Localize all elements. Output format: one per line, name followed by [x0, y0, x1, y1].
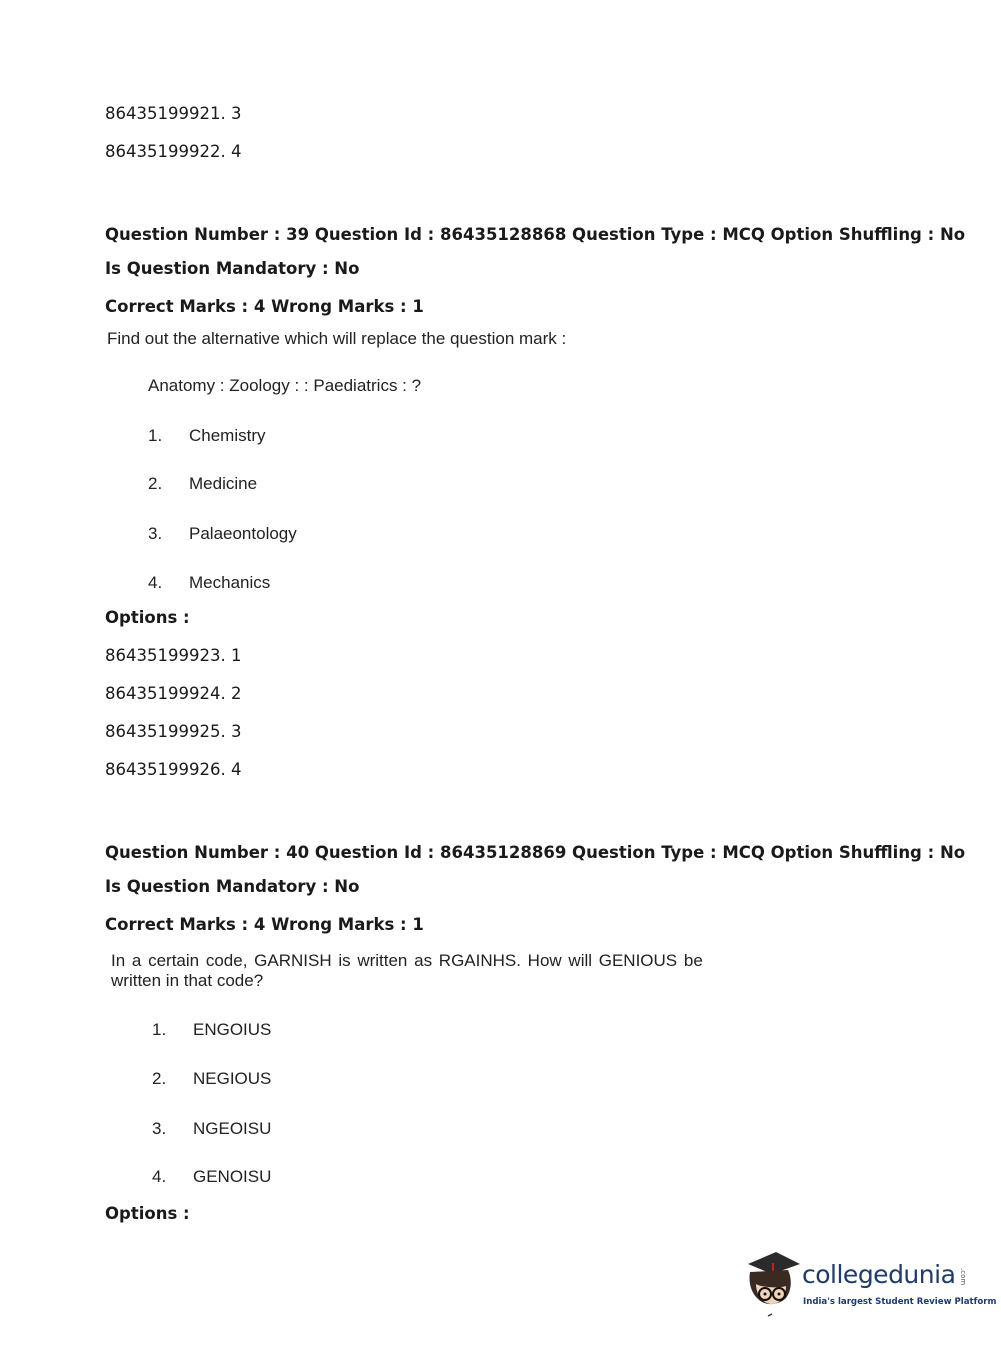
question-header: Question Number : 39 Question Id : 86435128868 Question Type : MCQ Option Shuffling : No — [105, 225, 966, 244]
choice-number: 3. — [148, 524, 163, 543]
options-label: Options : — [105, 608, 190, 627]
question-marks: Correct Marks : 4 Wrong Marks : 1 — [105, 297, 424, 316]
choice-number: 4. — [152, 1167, 167, 1186]
brand-tagline: India's largest Student Review Platform — [803, 1297, 997, 1307]
choice-text: Palaeontology — [189, 524, 297, 543]
student-mascot-icon — [742, 1250, 804, 1320]
question-mandatory: Is Question Mandatory : No — [105, 259, 360, 278]
question-prompt: In a certain code, GARNISH is written as RGAINHS. How will GENIOUS be — [111, 951, 703, 970]
choice-text: Medicine — [189, 474, 258, 493]
question-prompt: Find out the alternative which will replace the question mark : — [107, 329, 567, 348]
collegedunia-logo[interactable] — [742, 1250, 997, 1320]
option-id-line: 86435199921. 3 — [105, 104, 242, 123]
choice-text: ENGOIUS — [193, 1020, 272, 1039]
brand-domain: .com — [959, 1268, 967, 1286]
question-mandatory: Is Question Mandatory : No — [105, 877, 360, 896]
choice-text: Mechanics — [189, 573, 271, 592]
option-id-line: 86435199926. 4 — [105, 760, 242, 779]
choice-number: 2. — [148, 474, 163, 493]
option-id-line: 86435199925. 3 — [105, 722, 242, 741]
choice-number: 1. — [148, 426, 163, 445]
question-analogy: Anatomy : Zoology : : Paediatrics : ? — [148, 376, 422, 395]
option-id-line: 86435199923. 1 — [105, 646, 242, 665]
choice-number: 2. — [152, 1069, 167, 1088]
choice-text: NGEOISU — [193, 1119, 272, 1138]
brand-name: collegedunia — [802, 1260, 956, 1289]
choice-text: Chemistry — [189, 426, 266, 445]
options-label: Options : — [105, 1204, 190, 1223]
choice-text: NEGIOUS — [193, 1069, 272, 1088]
choice-number: 4. — [148, 573, 163, 592]
option-id-line: 86435199922. 4 — [105, 142, 242, 161]
choice-text: GENOISU — [193, 1167, 272, 1186]
option-id-line: 86435199924. 2 — [105, 684, 242, 703]
question-marks: Correct Marks : 4 Wrong Marks : 1 — [105, 915, 424, 934]
question-prompt: written in that code? — [111, 971, 264, 990]
question-header: Question Number : 40 Question Id : 86435128869 Question Type : MCQ Option Shuffling : No — [105, 843, 966, 862]
choice-number: 1. — [152, 1020, 167, 1039]
choice-number: 3. — [152, 1119, 167, 1138]
